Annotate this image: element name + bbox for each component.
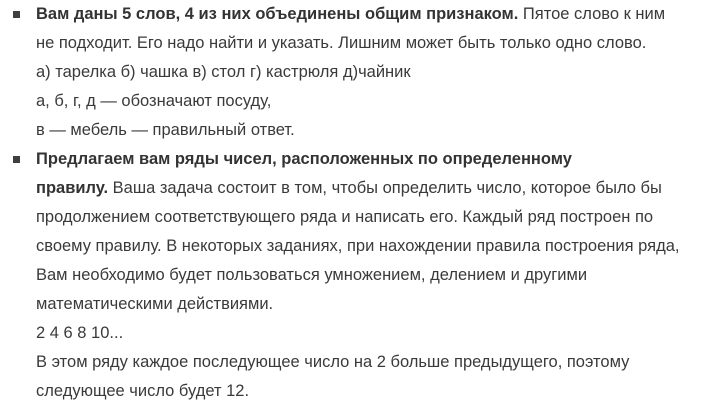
- text-line: а, б, г, д — обозначают посуду,: [36, 92, 272, 110]
- list-item: [0, 145, 708, 406]
- square-bullet-icon: [13, 156, 20, 163]
- text-line: следующее число будет 12.: [36, 382, 250, 400]
- text-line: математическими действиями.: [36, 295, 274, 313]
- square-bullet-icon: [13, 11, 20, 18]
- text-line: [36, 0, 708, 29]
- plain-text: Пятое слово к ним: [518, 5, 666, 23]
- bold-text: Вам даны 5 слов, 4 из них объединены общим признаком.: [36, 5, 519, 23]
- text-line: 2 4 6 8 10...: [36, 324, 124, 342]
- text-line: в — мебель — правильный ответ.: [36, 121, 295, 139]
- plain-text: Ваша задача состоит в том, чтобы определить число, которое было бы: [108, 179, 662, 197]
- bold-text: Предлагаем вам ряды чисел, расположенных по определенному: [36, 150, 572, 168]
- list-item: [0, 0, 708, 145]
- text-line: [36, 174, 708, 203]
- bold-text: правилу.: [36, 179, 109, 197]
- text-line: В этом ряду каждое последующее число на 2 больше предыдущего, поэтому: [36, 353, 630, 371]
- text-line: продолжением соответствующего ряда и написать его. Каждый ряд построен по: [36, 208, 654, 226]
- text-line: не подходит. Его надо найти и указать. Лишним может быть только одно слово.: [36, 34, 647, 52]
- text-line: [36, 145, 708, 174]
- text-line: Вам необходимо будет пользоваться умножением, делением и другими: [36, 266, 588, 284]
- text-line: своему правилу. В некоторых заданиях, при нахождении правила построения ряда,: [36, 237, 680, 255]
- text-line: а) тарелка б) чашка в) стол г) кастрюля д)чайник: [36, 63, 411, 81]
